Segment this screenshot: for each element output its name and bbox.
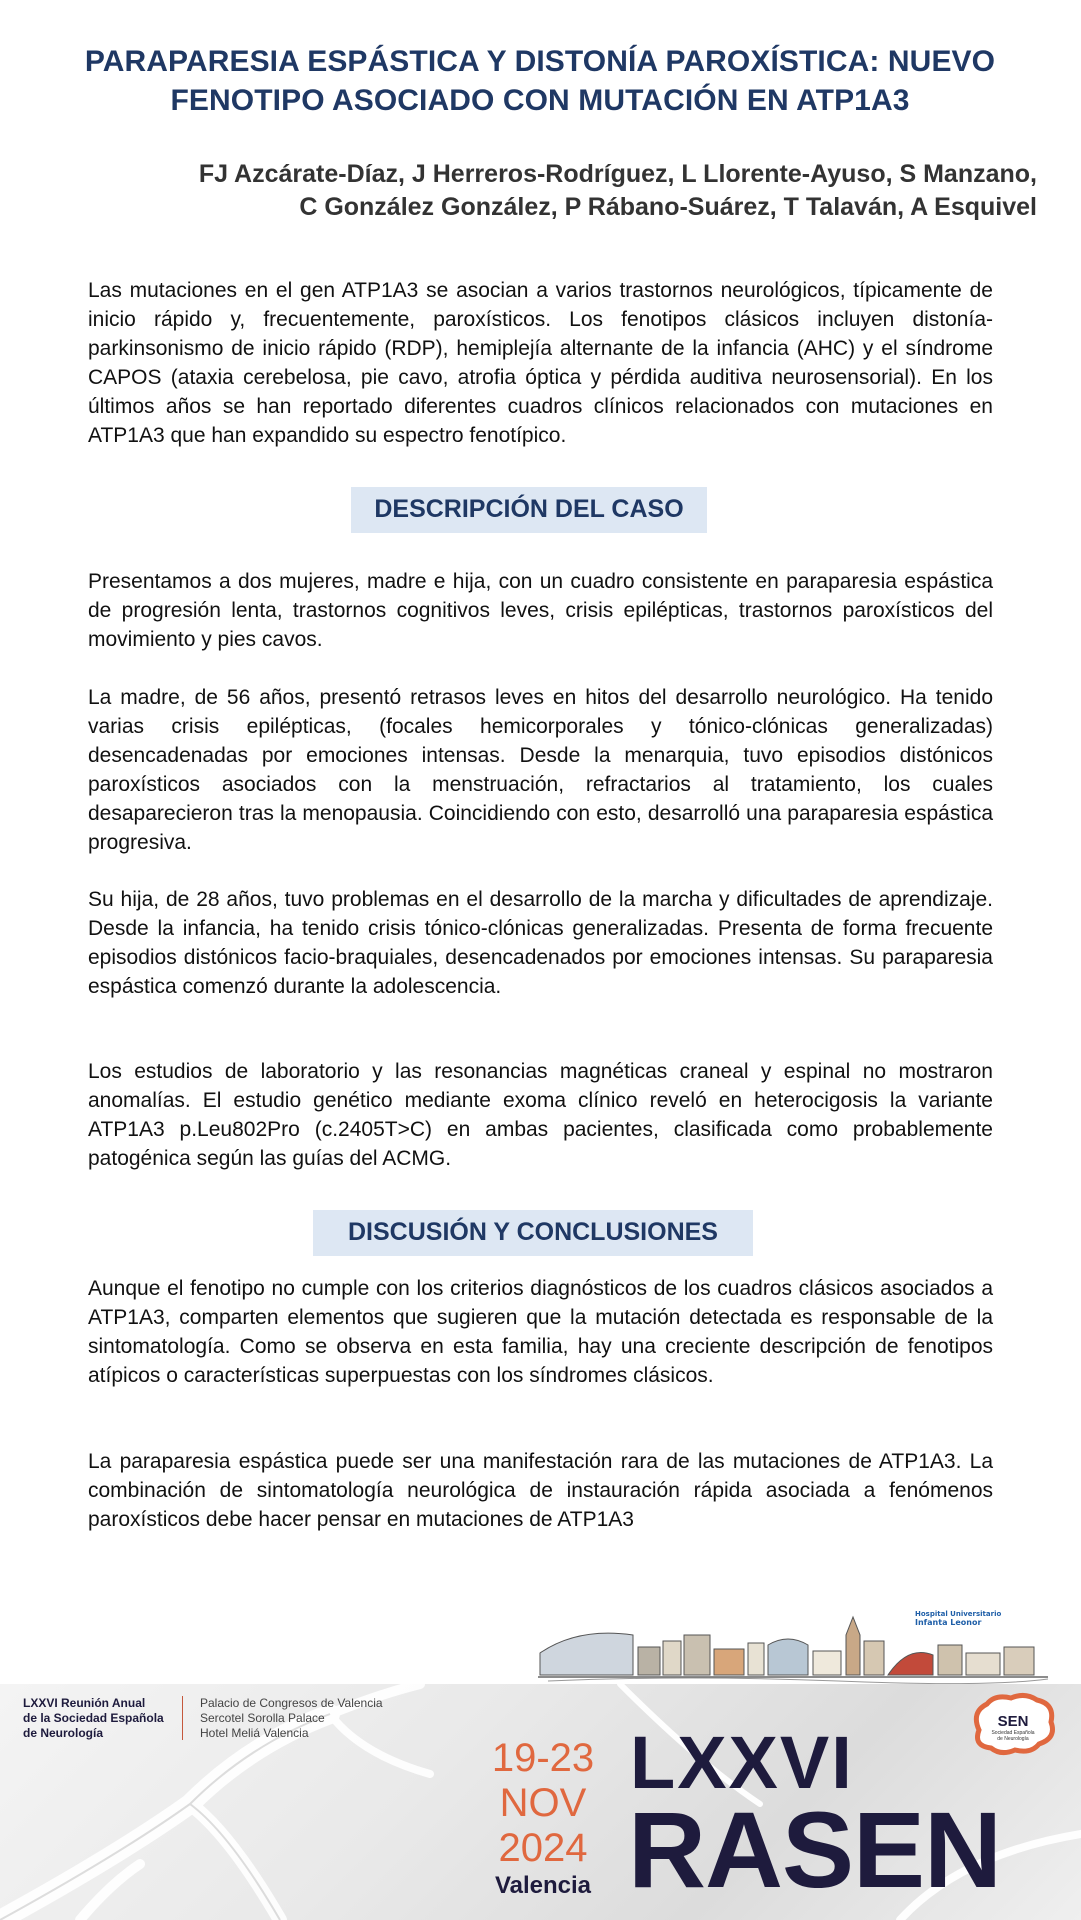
org-line-2: de la Sociedad Española [23,1711,164,1725]
case-paragraph-2: La madre, de 56 años, presentó retrasos leves en hitos del desarrollo neurológico. Ha tenido varias crisis epilépticas, (focales hemicorporales y tónico-clónicas generalizadas) desencadenadas por emociones intensas. Desde la menarquia, tuvo episodios distónicos paroxísticos asociados con la menstruación, refractarios al tratamiento, los cuales desaparecieron tras la menopausia. Coincidiendo con esto, desarrolló una paraparesia espástica progresiva. [88,686,993,854]
hospital-logo-line-1: Hospital Universitario [915,1610,1002,1618]
sen-logo-abbr: SEN [997,1713,1029,1730]
dates-month: NOV [499,1781,587,1825]
case-paragraph-4: Los estudios de laboratorio y las resonancias magnéticas craneal y espinal no mostraron anomalías. El estudio genético mediante exoma clínico reveló en heterocigosis la variante ATP1A3 p.Leu802Pro (c.2405T>C) en ambas pacientes, clasificada como probablemente patogénica según las guías del ACMG. [88,1060,993,1170]
authors-line-2: C González González, P Rábano-Suárez, T Talaván, A Esquivel [299,193,1037,221]
poster-title [40,42,1040,120]
venue-line-1: Palacio de Congresos de Valencia [200,1696,383,1710]
title-line-2: FENOTIPO ASOCIADO CON MUTACIÓN EN ATP1A3 [170,84,910,117]
dates-year: 2024 [498,1826,588,1870]
authors-line-1: FJ Azcárate-Díaz, J Herreros-Rodríguez, L Llorente-Ayuso, S Manzano, [198,160,1037,188]
author-list [47,158,1037,224]
case-paragraph-1: Presentamos a dos mujeres, madre e hija, con un cuadro consistente en paraparesia espástica de progresión lenta, trastornos cognitivos leves, crisis epilépticas, trastornos paroxísticos del movimiento y pies cavos. [88,570,993,651]
event-city: Valencia [494,1872,592,1899]
event-dates [478,1736,608,1871]
hospital-logo [915,1610,1025,1634]
sen-brain-logo-icon [965,1692,1060,1758]
org-line-1: LXXVI Reunión Anual [23,1696,146,1710]
venue-list [200,1696,383,1741]
event-acronym: RASEN [628,1789,1002,1910]
dates-days: 19-23 [491,1736,595,1780]
org-line-3: de Neurología [23,1726,104,1740]
venue-line-3: Hotel Meliá Valencia [200,1726,309,1740]
case-heading: DESCRIPCIÓN DEL CASO [351,487,707,533]
discussion-heading: DISCUSIÓN Y CONCLUSIONES [313,1210,753,1256]
case-paragraph-3: Su hija, de 28 años, tuvo problemas en el desarrollo de la marcha y dificultades de aprendizaje. Desde la infancia, ha tenido crisis tónico-clónicas generalizadas. Presenta de forma frecuente episodios distónicos facio-braquiales, desencadenados por emociones intensas. Su paraparesia espástica comenzó durante la adolescencia. [88,888,993,998]
intro-paragraph: Las mutaciones en el gen ATP1A3 se asocian a varios trastornos neurológicos, típicamente de inicio rápido y, frecuentemente, paroxísticos. Los fenotipos clásicos incluyen distonía-parkinsonismo de inicio rápido (RDP), hemiplejía alternante de la infancia (AHC) y el síndrome CAPOS (ataxia cerebelosa, pie cavo, atrofia óptica y pérdida auditiva neurosensorial). En los últimos años se han reportado diferentes cuadros clínicos relacionados con mutaciones en ATP1A3 que han expandido su espectro fenotípico. [88,279,993,447]
organizer-name [23,1696,164,1741]
sen-logo-line-2: de Neurología [997,1736,1029,1742]
conference-banner [0,1684,1081,1920]
discussion-paragraph-1: Aunque el fenotipo no cumple con los criterios diagnósticos de los cuadros clásicos asociados a ATP1A3, comparten elementos que sugieren que la mutación detectada es responsable de la sintomatología. Como se observa en esta familia, hay una creciente descripción de fenotipos atípicos o características superpuestas con los síndromes clásicos. [88,1277,993,1387]
hospital-logo-line-2: Infanta Leonor [915,1618,982,1627]
title-line-1: PARAPARESIA ESPÁSTICA Y DISTONÍA PAROXÍSTICA: NUEVO [84,45,996,78]
venue-line-2: Sercotel Sorolla Palace [200,1711,325,1725]
edition-roman-numeral: LXXVI [630,1721,854,1804]
venue-divider [182,1696,183,1740]
discussion-paragraph-2: La paraparesia espástica puede ser una manifestación rara de las mutaciones de ATP1A3. La combinación de sintomatología neurológica de instauración rápida asociada a fenómenos paroxísticos debe hacer pensar en mutaciones de ATP1A3 [88,1450,993,1531]
sen-logo-line-1: Sociedad Española [991,1730,1035,1736]
